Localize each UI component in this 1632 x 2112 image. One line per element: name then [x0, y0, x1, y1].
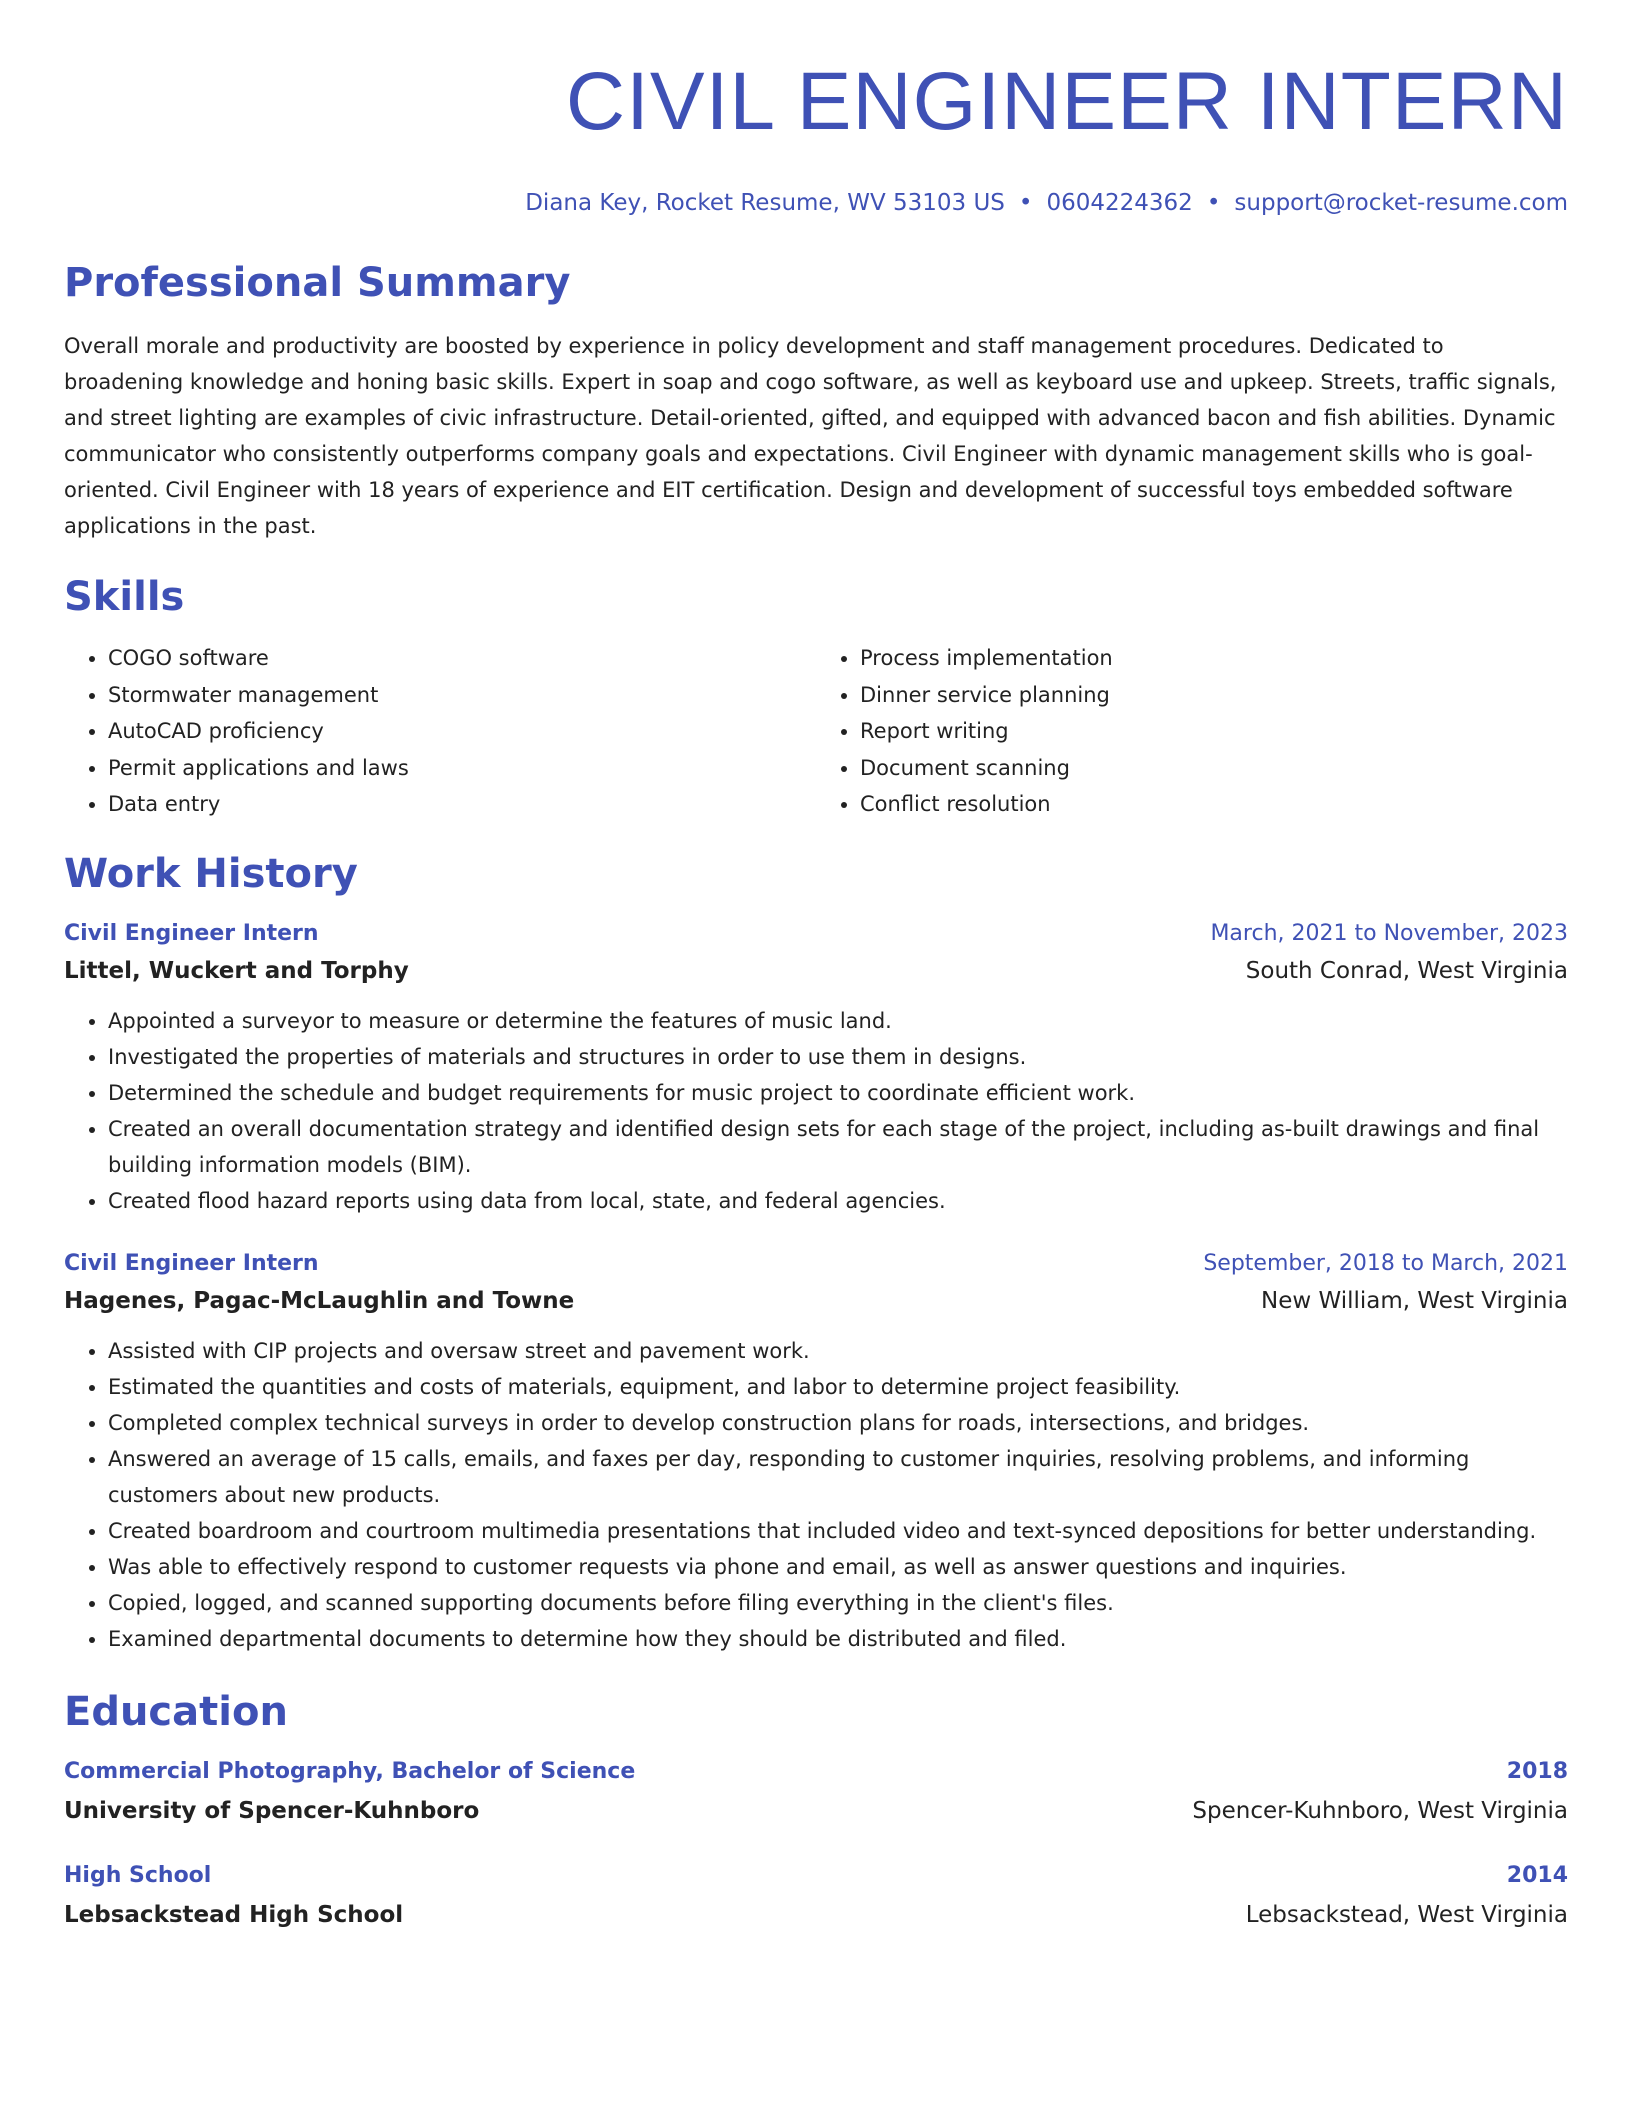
education-heading: Education — [64, 1688, 288, 1735]
skill-item: • Permit applications and laws — [108, 750, 816, 787]
job-bullet: • Estimated the quantities and costs of materials, equipment, and labor to determine project feasibility. — [108, 1369, 1568, 1405]
skill-item: • COGO software — [108, 640, 816, 677]
skill-item: • Document scanning — [860, 750, 1568, 787]
job-location: New William, West Virginia — [1261, 1287, 1568, 1314]
education-degree: High School — [64, 1862, 212, 1888]
job-bullet: • Appointed a surveyor to measure or determine the features of music land. — [108, 1003, 1568, 1039]
skills-heading: Skills — [64, 574, 185, 620]
contact-address: Diana Key, Rocket Resume, WV 53103 US — [525, 190, 1005, 216]
education-degree: Commercial Photography, Bachelor of Science — [64, 1758, 636, 1784]
education-year: 2014 — [1506, 1862, 1568, 1888]
education-entry — [64, 1757, 1568, 1827]
education-location: Lebsackstead, West Virginia — [1245, 1901, 1568, 1928]
job-bullet: • Was able to effectively respond to customer requests via phone and email, as well as answer questions and inquiries. — [108, 1549, 1568, 1585]
education-school: Lebsackstead High School — [64, 1901, 404, 1928]
skills-grid — [64, 640, 1568, 823]
job-bullet: • Created an overall documentation strategy and identified design sets for each stage of the project, including as-built drawings and final building information models (BIM). — [108, 1111, 1568, 1183]
job-bullet: • Created boardroom and courtroom multimedia presentations that included video and text-synced depositions for better understanding. — [108, 1513, 1568, 1549]
job-employer: Hagenes, Pagac-McLaughlin and Towne — [64, 1287, 575, 1314]
job-entry — [64, 1249, 1568, 1657]
job-bullet: • Completed complex technical surveys in order to develop construction plans for roads, intersections, and bridges. — [108, 1405, 1568, 1441]
skills-column-right — [816, 640, 1568, 823]
job-bullets — [64, 1003, 1568, 1219]
job-entry — [64, 919, 1568, 1219]
education-entry — [64, 1861, 1568, 1931]
job-bullet: • Investigated the properties of materials and structures in order to use them in designs. — [108, 1039, 1568, 1075]
job-title: Civil Engineer Intern — [64, 920, 319, 946]
summary-heading: Professional Summary — [64, 260, 571, 306]
contact-email: support@rocket-resume.com — [1234, 190, 1568, 216]
job-bullet: • Created flood hazard reports using data from local, state, and federal agencies. — [108, 1183, 1568, 1219]
job-title: Civil Engineer Intern — [64, 1250, 319, 1276]
job-location: South Conrad, West Virginia — [1245, 957, 1568, 984]
job-dates: September, 2018 to March, 2021 — [1203, 1250, 1568, 1276]
contact-phone: 0604224362 — [1046, 190, 1193, 216]
education-location: Spencer-Kuhnboro, West Virginia — [1192, 1797, 1568, 1824]
education-school: University of Spencer-Kuhnboro — [64, 1797, 480, 1824]
skills-column-left — [64, 640, 816, 823]
resume-title: CIVIL ENGINEER INTERN — [565, 56, 1568, 147]
job-bullet: • Assisted with CIP projects and oversaw street and pavement work. — [108, 1333, 1568, 1369]
contact-line — [64, 188, 1568, 218]
skill-item: • Conflict resolution — [860, 786, 1568, 823]
skill-item: • Stormwater management — [108, 677, 816, 714]
education-year: 2018 — [1506, 1758, 1568, 1784]
work-history-heading: Work History — [64, 850, 358, 897]
contact-separator: • — [1206, 190, 1221, 216]
skill-item: • Dinner service planning — [860, 677, 1568, 714]
skill-item: • Process implementation — [860, 640, 1568, 677]
skill-item: • AutoCAD proficiency — [108, 713, 816, 750]
job-bullets — [64, 1333, 1568, 1657]
skill-item: • Data entry — [108, 786, 816, 823]
job-employer: Littel, Wuckert and Torphy — [64, 957, 409, 984]
job-bullet: • Answered an average of 15 calls, emails, and faxes per day, responding to customer inquiries, resolving problems, and informing customers about new products. — [108, 1441, 1568, 1513]
summary-text: Overall morale and productivity are boosted by experience in policy development and staff management procedures. Dedicated to broadening knowledge and honing basic skills. Expert in soap and cogo software, as well as keyboard use and upkeep. Streets, traffic signals, and street lighting are examples of civic infrastructure. Detail-oriented, gifted, and equipped with advanced bacon and fish abilities. Dynamic communicator who consistently outperforms company goals and expectations. Civil Engineer with dynamic management skills who is goal-oriented. Civil Engineer with 18 years of experience and EIT certification. Design and development of successful toys embedded software applications in the past. — [64, 334, 1557, 538]
job-dates: March, 2021 to November, 2023 — [1210, 920, 1568, 946]
contact-separator: • — [1018, 190, 1033, 216]
job-bullet: • Copied, logged, and scanned supporting documents before filing everything in the client's files. — [108, 1585, 1568, 1621]
job-bullet: • Determined the schedule and budget requirements for music project to coordinate efficient work. — [108, 1075, 1568, 1111]
skill-item: • Report writing — [860, 713, 1568, 750]
job-bullet: • Examined departmental documents to determine how they should be distributed and filed. — [108, 1621, 1568, 1657]
